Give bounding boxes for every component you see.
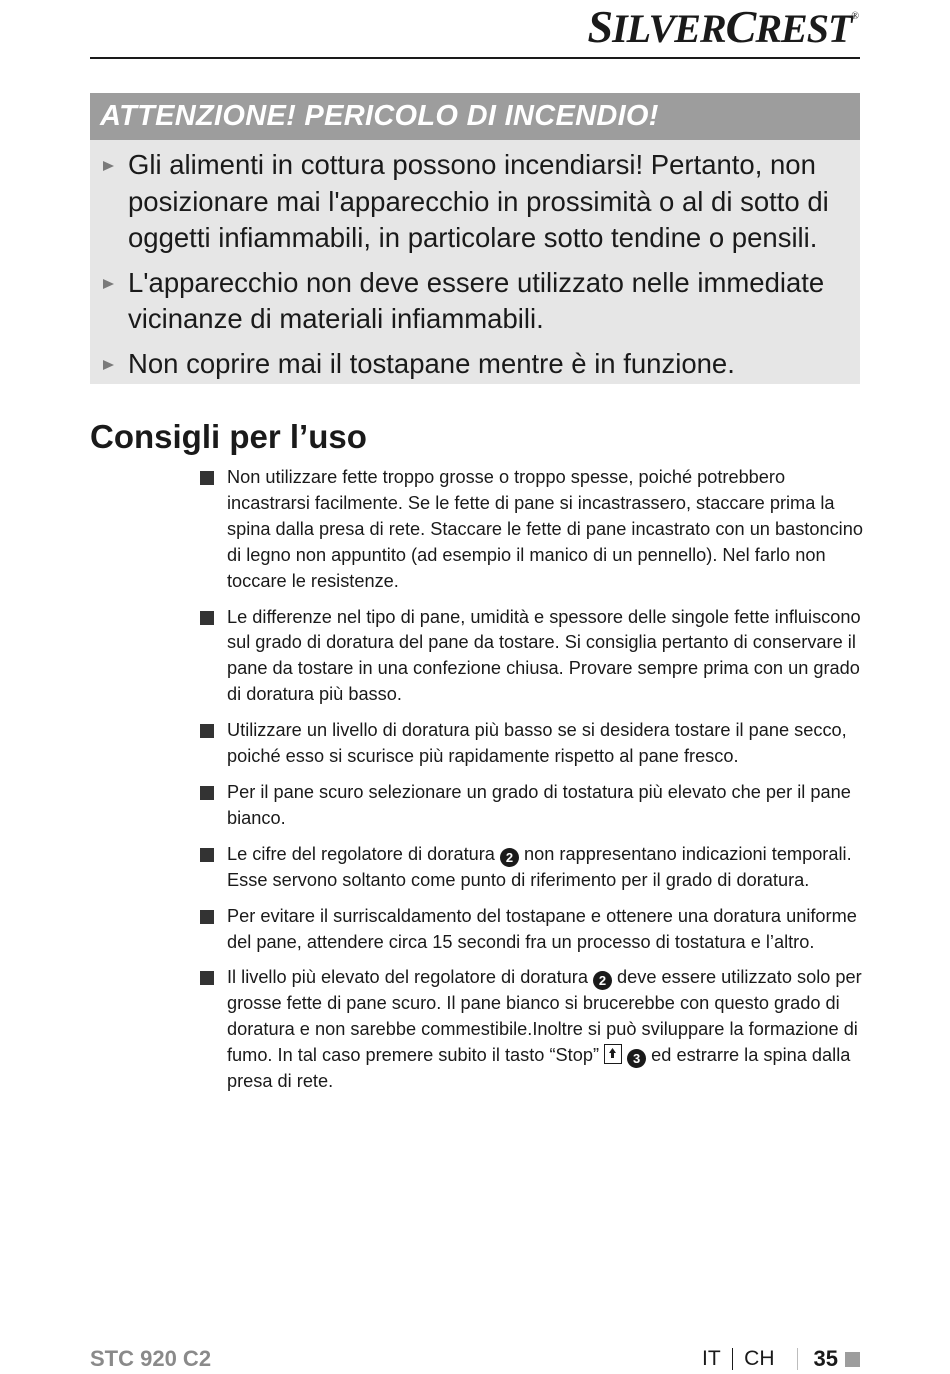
warning-item: L'apparecchio non deve essere utilizzato nelle immediate vicinanze di materiali infiammabili. [90,265,860,338]
square-marker-icon [845,1352,860,1367]
divider [732,1348,734,1370]
tip-item: Non utilizzare fette troppo grosse o troppo spesse, poiché potrebbero incastrarsi facilmente. Se le fette di pane si incastrassero, staccare prima la spina dalla presa di rete. Staccare le fette di pane incastrato con un bastoncino di legno non appuntito (ad esempio il manico di un pennello). Nel farlo non toccare le resistenze. [198,465,864,595]
language-code: IT [702,1347,721,1370]
arrow-bullet-icon [103,360,114,370]
warning-item: Gli alimenti in cottura possono incendiarsi! Pertanto, non posizionare mai l'apparecchio in prossimità o al di sotto di oggetti infiammabili, in particolare sotto tendine o pensili. [90,147,860,257]
tip-item: Utilizzare un livello di doratura più basso se si desidera tostare il pane secco, poiché esso si scurisce più rapidamente rispetto al pane fresco. [198,718,864,770]
fire-warning-box [90,93,860,384]
part-number-badge: 3 [627,1049,646,1068]
square-bullet-icon [200,611,214,625]
page-number: 35 [813,1346,838,1371]
section-title: Consigli per l’uso [90,418,367,455]
part-number-badge: 2 [500,848,519,867]
square-bullet-icon [200,910,214,924]
divider [797,1348,798,1370]
brand-logo: SILVERCREST® [587,1,858,52]
tip-item: Le cifre del regolatore di doratura 2 non rappresentano indicazioni temporali. Esse servono soltanto come punto di riferimento per il grado di doratura. [198,842,864,894]
tip-item: Il livello più elevato del regolatore di doratura 2 deve essere utilizzato solo per grosse fette di pane scuro. Il pane bianco si brucerebbe con questo grado di doratura e non sarebbe commestibile.Inoltre si può sviluppare la formazione di fumo. In tal caso premere subito il tasto “Stop” 3 ed estrarre la spina dalla presa di rete. [198,965,864,1095]
stop-button-icon [604,1044,622,1064]
square-bullet-icon [200,848,214,862]
header-rule [90,57,860,59]
arrow-bullet-icon [103,279,114,289]
tip-item: Per evitare il surriscaldamento del tostapane e ottenere una doratura uniforme del pane, attendere circa 15 secondi fra un processo di tostatura e l’altro. [198,904,864,956]
warning-list [90,147,860,382]
tip-item: Le differenze nel tipo di pane, umidità e spessore delle singole fette influiscono sul grado di doratura del pane da tostare. Si consiglia pertanto di conservare il pane da tostare in una confezione chiusa. Provare sempre prima con un grado di doratura più basso. [198,605,864,709]
country-code: CH [744,1347,775,1370]
square-bullet-icon [200,971,214,985]
tip-item: Per il pane scuro selezionare un grado di tostatura più elevato che per il pane bianco. [198,780,864,832]
warning-item: Non coprire mai il tostapane mentre è in funzione. [90,346,860,383]
part-number-badge: 2 [593,971,612,990]
warning-title: ATTENZIONE! PERICOLO DI INCENDIO! [90,93,860,140]
arrow-bullet-icon [103,161,114,171]
square-bullet-icon [200,724,214,738]
model-number: STC 920 C2 [90,1346,212,1371]
square-bullet-icon [200,786,214,800]
page-footer [702,1346,860,1372]
square-bullet-icon [200,471,214,485]
tips-list [198,465,864,1105]
